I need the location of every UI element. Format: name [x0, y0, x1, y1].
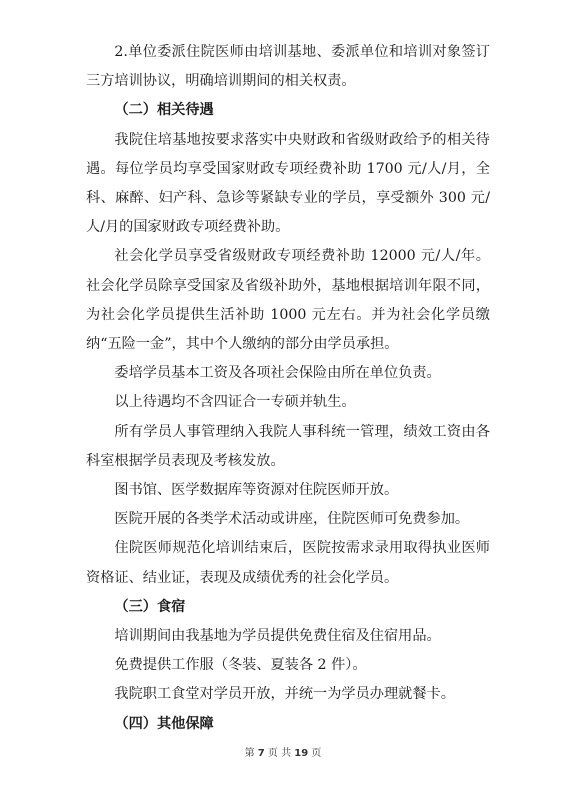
- paragraph-exclusion: 以上待遇均不含四证合一专硕并轨生。: [114, 394, 356, 411]
- paragraph-housing: 培训期间由我基地为学员提供免费住宿及住宿用品。: [114, 628, 441, 645]
- section-heading-other: （四）其他保障: [114, 715, 214, 732]
- page-footer: [0, 744, 566, 759]
- paragraph-academic: 医院开展的各类学术活动或讲座，住院医师可免费参加。: [114, 511, 470, 528]
- paragraph-library: 图书馆、医学数据库等资源对住院医师开放。: [114, 482, 399, 499]
- paragraph-national-subsidy: 我院住培基地按要求落实中央财政和省级财政给予的相关待遇。每位学员均享受国家财政专项经费补助 1700 元/人/月，全科、麻醉、妇产科、急诊等紧缺专业的学员，享受额外 300 元/人/月的国家财政专项经费补助。: [86, 131, 490, 236]
- page-body: [86, 38, 490, 739]
- paragraph-provincial-subsidy: 社会化学员享受省级财政专项经费补助 12000 元/人/年。社会化学员除享受国家及省级补助外，基地根据培训年限不同，为社会化学员提供生活补助 1000 元左右。并为社会化学员缴纳“五险一金”，其中个人缴纳的部分由学员承担。: [86, 248, 490, 353]
- page-number-total: 19: [294, 748, 309, 759]
- section-heading-accommodation: （三）食宿: [114, 598, 186, 615]
- paragraph-canteen: 我院职工食堂对学员开放，并统一为学员办理就餐卡。: [114, 686, 455, 703]
- paragraph-contract: 2.单位委派住院医师由培训基地、委派单位和培训对象签订三方培训协议，明确培训期间的相关权责。: [86, 44, 490, 90]
- paragraph-personnel: 所有学员人事管理纳入我院人事科统一管理，绩效工资由各科室根据学员表现及考核发放。: [86, 423, 490, 469]
- paragraph-uniform: 免费提供工作服（冬装、夏装各 2 件）。: [114, 657, 367, 674]
- paragraph-commissioned-trainees: 委培学员基本工资及各项社会保险由所在单位负责。: [114, 365, 441, 382]
- section-heading-benefits: （二）相关待遇: [114, 102, 214, 119]
- footer-suffix: 页: [311, 748, 322, 759]
- footer-middle: 页 共: [267, 748, 292, 759]
- footer-prefix: 第: [244, 748, 255, 759]
- page-number-current: 7: [257, 748, 265, 759]
- paragraph-hiring: 住院医师规范化培训结束后，医院按需求录用取得执业医师资格证、结业证，表现及成绩优秀的社会化学员。: [86, 540, 490, 586]
